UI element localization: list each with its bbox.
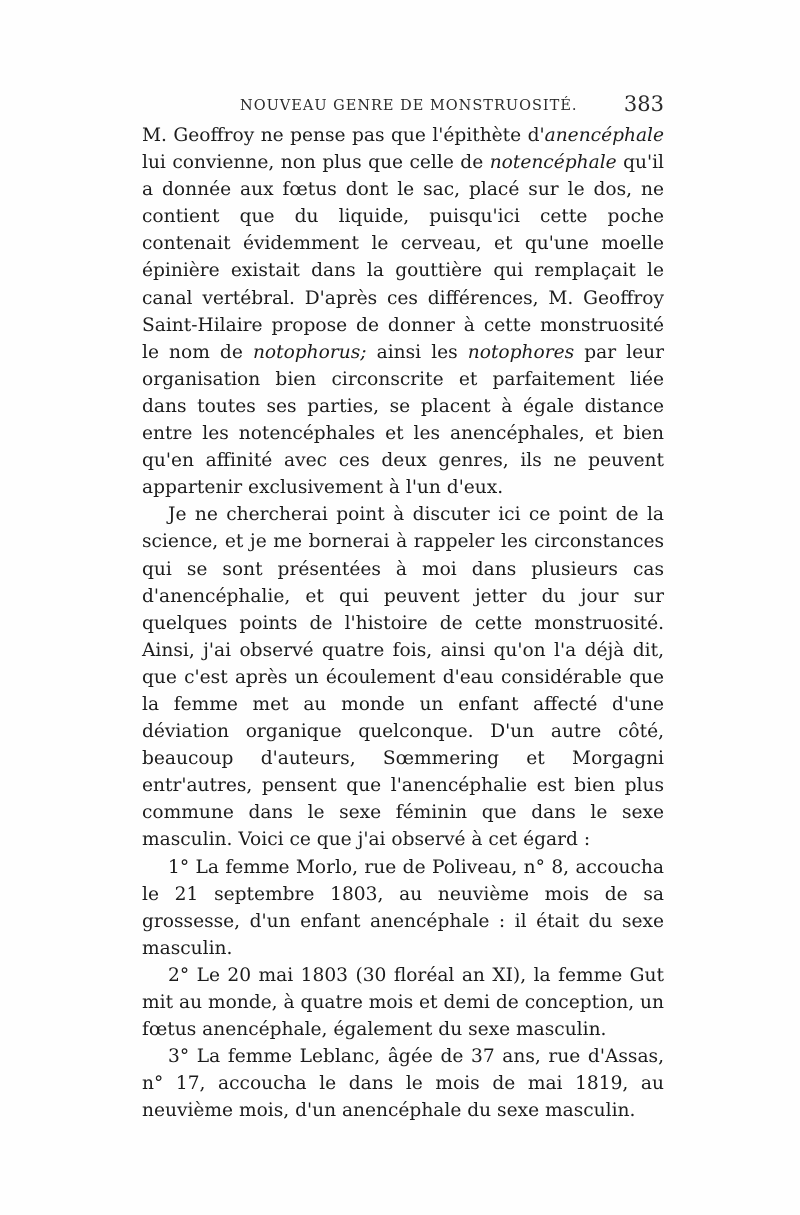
page-header (142, 92, 664, 118)
running-title: NOUVEAU GENRE DE MONSTRUOSITÉ. (240, 98, 578, 114)
paragraph-1 (142, 122, 664, 501)
paragraph-3: 1° La femme Morlo, rue de Poliveau, n° 8, accoucha le 21 septembre 1803, au neuvième mois de sa grossesse, d'un enfant anencéphale : il était du sexe masculin. (142, 856, 664, 959)
paragraph-5: 3° La femme Leblanc, âgée de 37 ans, rue d'Assas, n° 17, accoucha le dans le mois de mai 1819, au neuvième mois, d'un anencéphale du sexe masculin. (142, 1046, 664, 1122)
term-notencephale: notencéphale (489, 152, 617, 174)
p1-text-3: qu'il a donnée aux fœtus dont le sac, placé sur le dos, ne contient que du liquide, puisqu'ici cette poche contenait évidemment le cerveau, et qu'une moelle épinière existait dans la gouttière qui remplaçait le canal vertébral. D'après ces différences, M. Geoffroy Saint-Hilaire propose de donner à cette monstruosité le nom de (142, 152, 664, 363)
p1-text-4: ainsi les (366, 341, 468, 363)
paragraph-4: 2° Le 20 mai 1803 (30 floréal an XI), la femme Gut mit au monde, à quatre mois et demi de conception, un fœtus anencéphale, également du sexe masculin. (142, 964, 664, 1041)
p1-text-5: par leur organisation bien circonscrite et parfaitement liée dans toutes ses parties, se placent à égale distance entre les notencéphales et les anencéphales, et bien qu'en affinité avec ces deux genres, ils ne peuvent appartenir exclusivement à l'un d'eux. (142, 341, 664, 499)
body-text (142, 122, 664, 1124)
page-number: 383 (623, 92, 664, 116)
term-notophores: notophores (467, 341, 575, 363)
term-anencephale: anencéphale (544, 125, 664, 146)
p1-text-2: lui convienne, non plus que celle de (142, 152, 490, 174)
paragraph-2: Je ne chercherai point à discuter ici ce point de la science, et je me bornerai à rappeler les circonstances qui se sont présentées à moi dans plusieurs cas d'anencéphalie, et qui peuvent jetter du jour sur quelques points de l'histoire de cette monstruosité. Ainsi, j'ai observé quatre fois, ainsi qu'on l'a déjà dit, que c'est après un écoulement d'eau considérable que la femme met au monde un enfant affecté d'une déviation organique quelconque. D'un autre côté, beaucoup d'auteurs, Sœmmering et Morgagni entr'autres, pensent que l'anencéphalie est bien plus commune dans le sexe féminin que dans le sexe masculin. Voici ce que j'ai observé à cet égard : (142, 504, 664, 851)
term-notophorus: notophorus; (252, 341, 367, 363)
p1-text-1: M. Geoffroy ne pense pas que l'épithète d' (142, 125, 545, 146)
